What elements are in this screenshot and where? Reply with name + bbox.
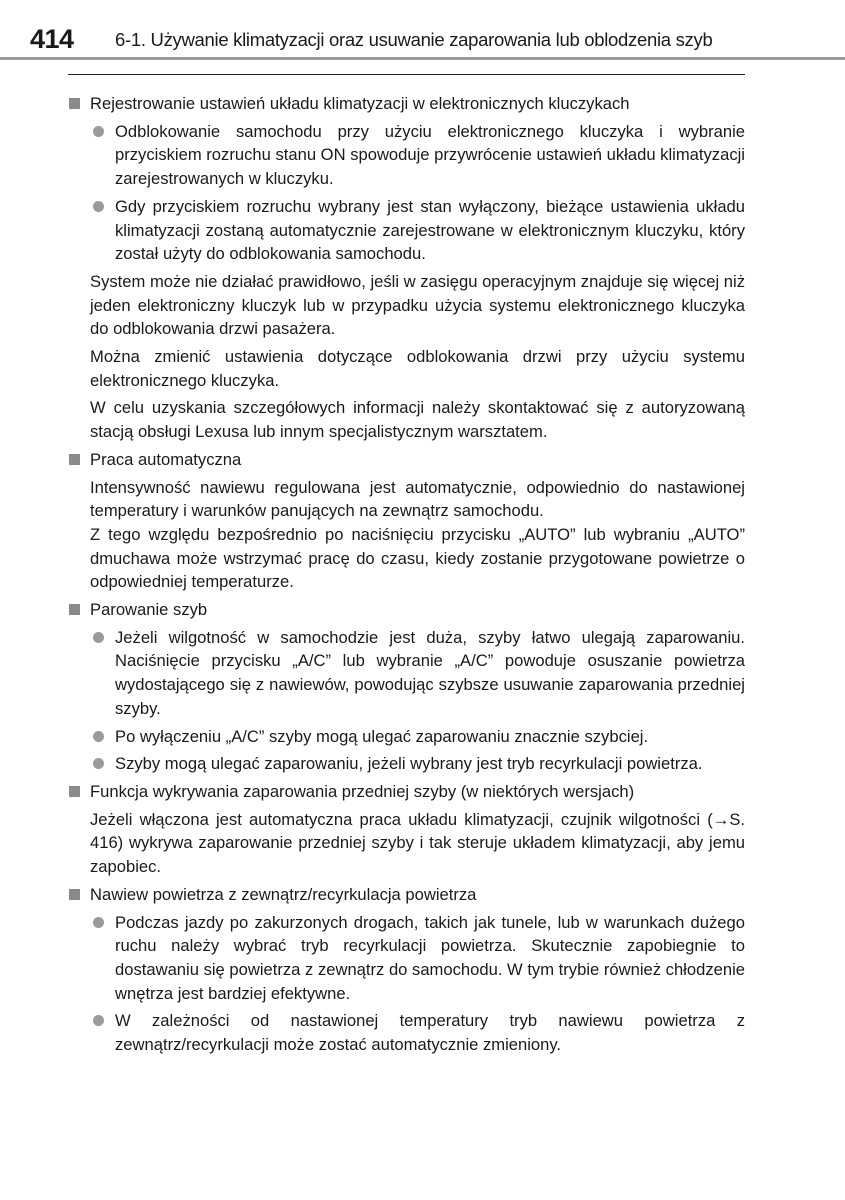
round-bullet-icon xyxy=(93,201,104,212)
round-bullet-icon xyxy=(93,126,104,137)
list-item xyxy=(68,1009,745,1056)
list-item xyxy=(68,911,745,1006)
section-heading xyxy=(68,883,745,907)
section-heading xyxy=(68,780,745,804)
list-item xyxy=(68,195,745,266)
list-item xyxy=(68,120,745,191)
list-item-text: W zależności od nastawionej temperatury tryb nawiewu powietrza z zewnątrz/recyrkulacji może zostać automatycznie zmieniony. xyxy=(115,1011,745,1055)
section-heading xyxy=(68,598,745,622)
heading-text: Rejestrowanie ustawień układu klimatyzacji w elektronicznych kluczykach xyxy=(90,94,630,113)
square-bullet-icon xyxy=(69,786,80,797)
list-item-text: Szyby mogą ulegać zaparowaniu, jeżeli wybrany jest tryb recyrkulacji powietrza. xyxy=(115,754,703,774)
heading-text: Praca automatyczna xyxy=(90,449,242,469)
square-bullet-icon xyxy=(69,98,80,109)
paragraph: Z tego względu bezpośrednio po naciśnięciu przycisku „AUTO” lub wybraniu „AUTO” dmuchawa może wstrzymać pracę do czasu, kiedy zostanie przygotowane powietrze o odpowiedniej temperaturze. xyxy=(90,524,745,592)
round-bullet-icon xyxy=(93,731,104,742)
heading-text: Funkcja wykrywania zaparowania przedniej szyby (w niektórych wersjach) xyxy=(90,781,635,801)
section-heading xyxy=(68,448,745,472)
round-bullet-icon xyxy=(93,1015,104,1026)
page-content xyxy=(68,88,745,1061)
square-bullet-icon xyxy=(69,454,80,465)
paragraph: Jeżeli włączona jest automatyczna praca układu klimatyzacji, czujnik wilgotności (→S. 416) wykrywa zaparowanie przedniej szyby i tak steruje układem klimatyzacji, aby jemu zapobiec. xyxy=(90,809,745,877)
section-heading xyxy=(68,92,745,116)
square-bullet-icon xyxy=(69,604,80,615)
round-bullet-icon xyxy=(93,632,104,643)
list-item xyxy=(68,752,745,776)
list-item xyxy=(68,725,745,749)
paragraph: System może nie działać prawidłowo, jeśli w zasięgu operacyjnym znajduje się więcej niż jeden elektroniczny kluczyk lub w przypadku użycia systemu elektronicznego kluczyka do odblokowania drzwi pasażera. xyxy=(90,271,745,339)
list-item-text: Gdy przyciskiem rozruchu wybrany jest stan wyłączony, bieżące ustawienia układu klimatyzacji zostaną automatycznie zarejestrowane w elektronicznym kluczyku, który został użyty do odblokowania samochodu. xyxy=(115,196,745,264)
paragraph: Można zmienić ustawienia dotyczące odblokowania drzwi przy użyciu systemu elektronicznego kluczyka. xyxy=(90,347,745,390)
list-item-text: Podczas jazdy po zakurzonych drogach, takich jak tunele, lub w warunkach dużego ruchu należy wybrać tryb recyrkulacji powietrza. Skutecznie zapobiegnie to dostawaniu się powietrza z zewnątrz do samochodu. W tym trybie również chłodzenie wnętrza jest bardziej efektywne. xyxy=(115,912,745,1003)
list-item-text: Odblokowanie samochodu przy użyciu elektronicznego kluczyka i wybranie przyciskiem rozruchu stanu ON spowoduje przywrócenie ustawień układu klimatyzacji zarejestrowanych w kluczyku. xyxy=(115,121,745,189)
header-rule xyxy=(0,57,845,60)
round-bullet-icon xyxy=(93,758,104,769)
list-item-text: Po wyłączeniu „A/C” szyby mogą ulegać zaparowaniu znacznie szybciej. xyxy=(115,726,649,746)
square-bullet-icon xyxy=(69,889,80,900)
paragraph: Intensywność nawiewu regulowana jest automatycznie, odpowiednio do nastawionej temperatury i warunków panujących na zewnątrz samochodu. xyxy=(90,477,745,521)
page-number: 414 xyxy=(30,24,74,54)
chapter-title: 6-1. Używanie klimatyzacji oraz usuwanie zaparowania lub oblodzenia szyb xyxy=(115,29,713,50)
list-item xyxy=(68,626,745,721)
list-item-text: Jeżeli wilgotność w samochodzie jest duża, szyby łatwo ulegają zaparowaniu. Naciśnięcie przycisku „A/C” lub wybranie „A/C” powoduje osuszanie powietrza wydostającego się z nawiewów, powodując szybsze usuwanie zaparowania przedniej szyby. xyxy=(115,627,745,718)
heading-text: Parowanie szyb xyxy=(90,600,208,620)
divider xyxy=(68,74,745,75)
paragraph: W celu uzyskania szczegółowych informacji należy skontaktować się z autoryzowaną stacją obsługi Lexusa lub innym specjalistycznym warsztatem. xyxy=(90,398,745,442)
heading-text: Nawiew powietrza z zewnątrz/recyrkulacja powietrza xyxy=(90,884,477,904)
round-bullet-icon xyxy=(93,917,104,928)
